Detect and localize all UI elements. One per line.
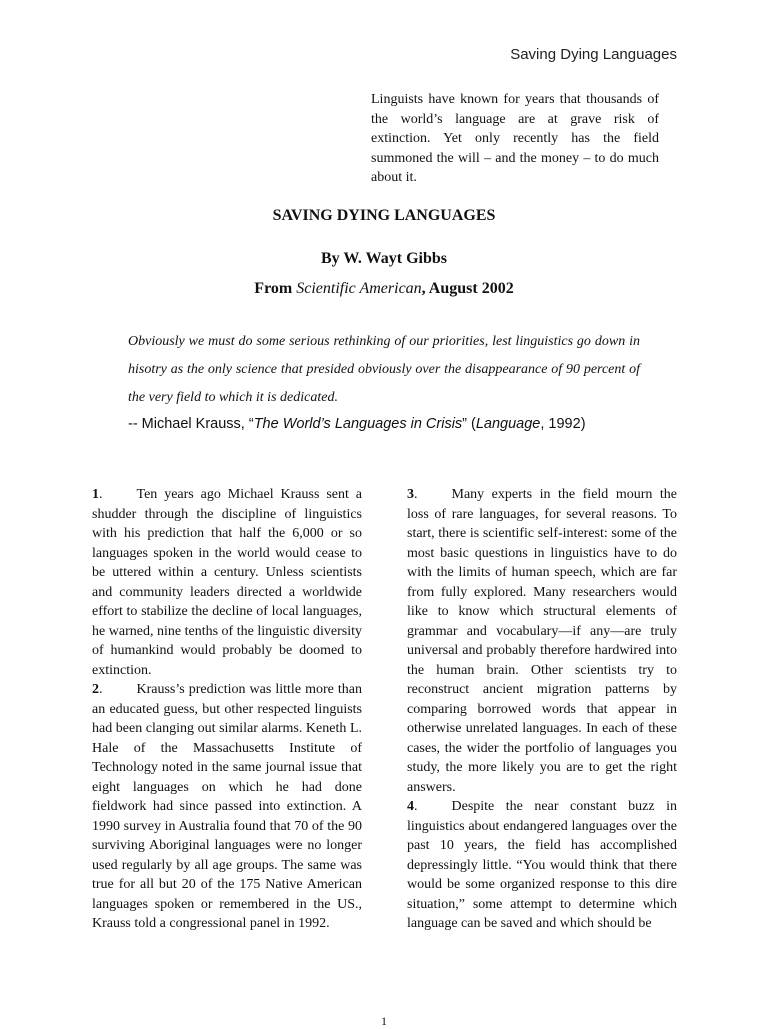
left-column bbox=[92, 485, 362, 934]
source-date: , August 2002 bbox=[421, 280, 514, 297]
right-column bbox=[407, 485, 677, 934]
paragraph-1: 1. Ten years ago Michael Krauss sent a shudder through the discipline of linguistics with his prediction that half the 6,000 or so languages spoken in the world would cease to be uttered within a century. Unless scientists and community leaders directed a worldwide effort to stabilize the decline of local languages, he warned, nine tenths of the linguistic diversity of humankind would probably be doomed to extinction. bbox=[92, 487, 362, 678]
attribution-prefix: -- Michael Krauss, “ bbox=[128, 416, 254, 432]
attribution-journal: Language bbox=[475, 416, 541, 432]
paragraph-number: 3 bbox=[407, 487, 414, 502]
paragraph-number: 2 bbox=[92, 682, 99, 697]
paragraph-2: 2. Krauss’s prediction was little more than an educated guess, but other respected linguists had been clanging out similar alarms. Keneth L. Hale of the Massachusetts Institute of Technology noted in the same journal issue that eight languages on which he had done fieldwork had since passed into extinction. A 1990 survey in Australia found that 70 of the 90 surviving Aboriginal languages were no longer used regularly by all age groups. The same was true for all but 20 of the 175 Native American languages spoken or remembered in the US., Krauss told a congressional panel in 1992. bbox=[92, 682, 362, 931]
paragraph-number: 4 bbox=[407, 799, 414, 814]
source-publication: Scientific American bbox=[296, 280, 422, 297]
epigraph-attribution bbox=[128, 416, 668, 432]
paragraph-3: 3. Many experts in the field mourn the loss of rare languages, for several reasons. To start, there is scientific self-interest: some of the most basic questions in linguistics have to do with the limits of human speech, which are far from fully explored. Many researchers would like to know which structural elements of grammar and vocabulary—if any—are truly universal and probably therefore hardwired into the human brain. Other scientists try to reconstruct ancient migration patterns by comparing borrowed words that appear in otherwise unrelated languages. In each of these cases, the wider the portfolio of languages you study, the more likely you are to get the right answers. bbox=[407, 487, 677, 795]
epigraph-quote: Obviously we must do some serious rethinking of our priorities, lest linguistics go down in hisotry as the only science that presided obviously over the disappearance of 90 percent of the very field to which it is dedicated. bbox=[128, 334, 640, 405]
paragraph-text: Many experts in the field mourn the loss of rare languages, for several reasons. To start, there is scientific self-interest: some of the most basic questions in linguistics have to do with the limits of human speech, which are far from fully explored. Many researchers would like to know which structural elements of grammar and vocabulary—if any—are truly universal and probably therefore hardwired into the human brain. Other scientists try to reconstruct ancient migration patterns by comparing borrowed words that appear in otherwise unrelated languages. In each of these cases, the wider the portfolio of languages you study, the more likely you are to get the right answers. bbox=[407, 487, 677, 795]
paragraph-number: 1 bbox=[92, 487, 99, 502]
paragraph-text: Despite the near constant buzz in linguistics about endangered languages over the past 10 years, the field has accomplished depressingly little. “You would think that there would be some organized response to this dire situation,” some attempt to determine which language can be saved and which should be bbox=[407, 799, 677, 931]
attribution-work: The World’s Languages in Crisis bbox=[253, 416, 463, 432]
page-number: 1 bbox=[381, 1014, 387, 1028]
attribution-suffix: , 1992) bbox=[540, 416, 586, 432]
source-prefix: From bbox=[254, 280, 297, 297]
running-header: Saving Dying Languages bbox=[510, 46, 677, 63]
paragraph-text: Krauss’s prediction was little more than an educated guess, but other respected linguists had been clanging out similar alarms. Keneth L. Hale of the Massachusetts Institute of Technology noted in the same journal issue that eight languages on which he had done fieldwork had since passed into extinction. A 1990 survey in Australia found that 70 of the 90 surviving Aboriginal languages were no longer used regularly by all age groups. The same was true for all but 20 of the 175 Native American languages spoken or remembered in the US., Krauss told a congressional panel in 1992. bbox=[92, 682, 362, 931]
byline: By W. Wayt Gibbs bbox=[321, 250, 447, 267]
source-line bbox=[0, 280, 768, 298]
abstract: Linguists have known for years that thousands of the world’s language are at grave risk of extinction. Yet only recently has the field summoned the will – and the money – to do much about it. bbox=[371, 92, 659, 185]
attribution-mid: ” ( bbox=[462, 416, 476, 432]
article-title: SAVING DYING LANGUAGES bbox=[272, 207, 496, 224]
paragraph-4: 4. Despite the near constant buzz in linguistics about endangered languages over the past 10 years, the field has accomplished depressingly little. “You would think that there would be some organized response to this dire situation,” some attempt to determine which language can be saved and which should be bbox=[407, 799, 677, 931]
paragraph-text: Ten years ago Michael Krauss sent a shudder through the discipline of linguistics with his prediction that half the 6,000 or so languages spoken in the world would cease to be uttered within a century. Unless scientists and community leaders directed a worldwide effort to stabilize the decline of local languages, he warned, nine tenths of the linguistic diversity of humankind would probably be doomed to extinction. bbox=[92, 487, 362, 678]
